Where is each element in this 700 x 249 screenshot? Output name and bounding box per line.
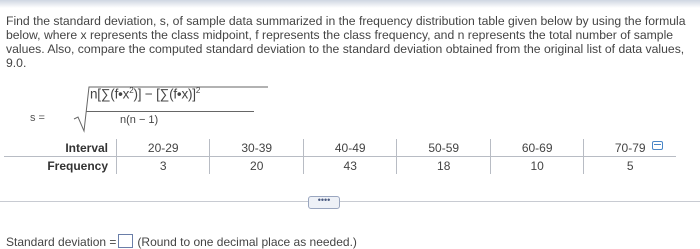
ellipsis-button[interactable]: •••• <box>308 196 340 209</box>
top-bar <box>0 0 700 8</box>
interval-cell: 40-49 <box>303 139 396 157</box>
frequency-table <box>4 139 676 174</box>
interval-row <box>4 139 676 157</box>
answer-label: Standard deviation = <box>6 235 117 249</box>
row-header-interval: Interval <box>4 139 117 157</box>
row-header-frequency: Frequency <box>47 158 108 173</box>
formula-lhs: s = <box>30 112 45 124</box>
frequency-cell: 3 <box>117 157 210 175</box>
frequency-cell: 20 <box>210 157 303 175</box>
formula-numerator: $n[\sum(f•x^2)]$ − [∑(f•x)]$^2$ <box>90 86 201 102</box>
interval-cell: 70-79 <box>584 139 676 157</box>
copy-icon[interactable] <box>652 141 663 150</box>
interval-cell: 60-69 <box>490 139 583 157</box>
interval-cell: 50-59 <box>397 139 490 157</box>
fraction-bar <box>86 111 254 112</box>
frequency-cell: 10 <box>490 157 583 175</box>
question-text: Find the standard deviation, s, of sample data summarized in the frequency distribution table given below by using the formula below, where x represents the class midpoint, f represents the class frequency, and n represents the total number of sample values. Also, compare the computed standard deviation to the standard deviation obtained from the original list of data values, 9.0. <box>6 14 686 70</box>
frequency-row <box>4 157 676 175</box>
answer-hint: (Round to one decimal place as needed.) <box>137 235 357 249</box>
frequency-cell: 43 <box>303 157 396 175</box>
frequency-cell: 18 <box>397 157 490 175</box>
formula-denominator: n(n − 1) <box>120 114 159 126</box>
interval-cell: 30-39 <box>210 139 303 157</box>
interval-cell: 20-29 <box>117 139 210 157</box>
std-dev-formula <box>30 85 270 133</box>
frequency-cell: 5 <box>584 157 676 175</box>
section-divider <box>0 201 700 202</box>
answer-row <box>6 234 357 249</box>
